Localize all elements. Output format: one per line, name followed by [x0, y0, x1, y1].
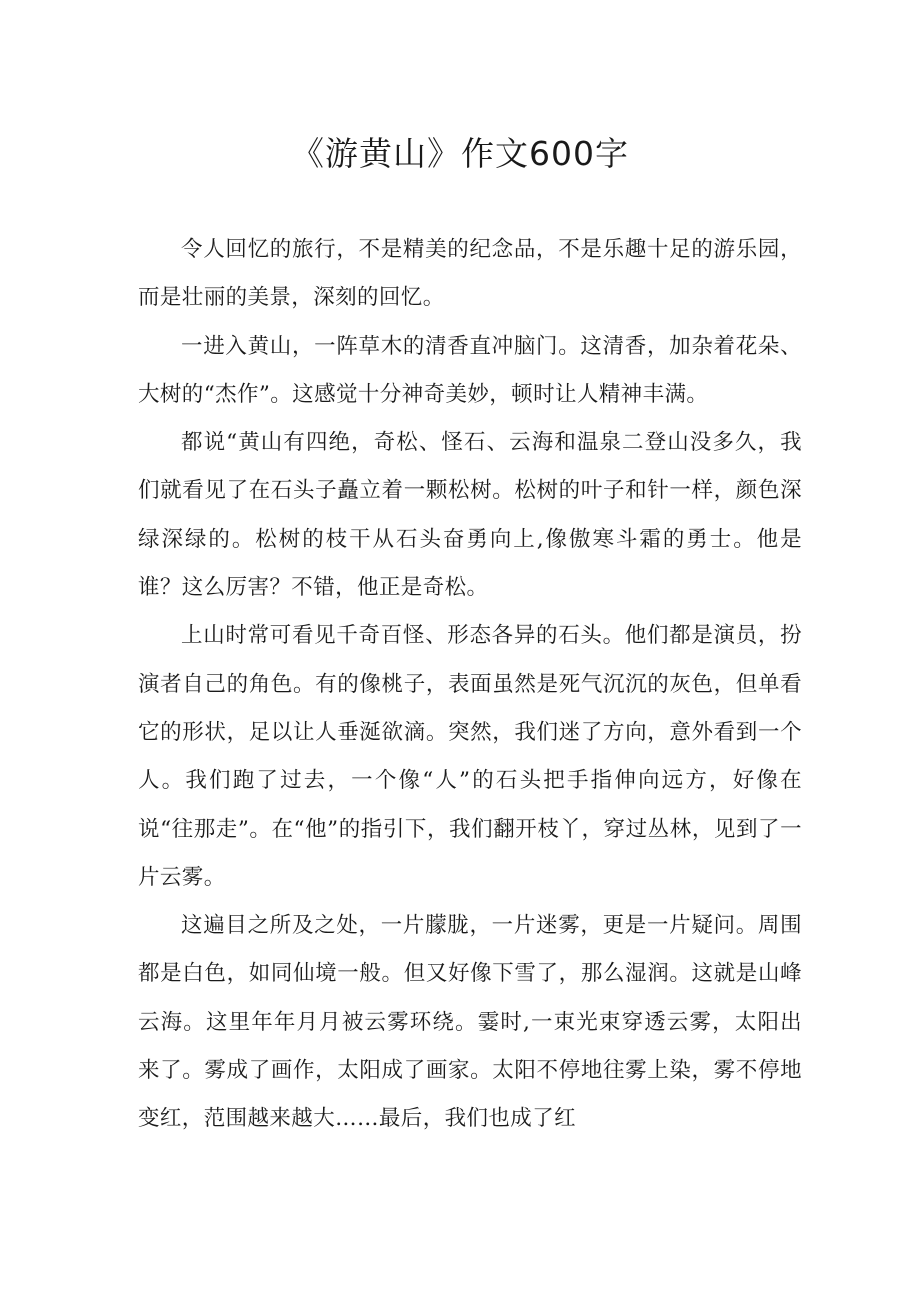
document-title: 《游黄山》作文600字: [291, 134, 629, 173]
paragraph-5: 这遍目之所及之处，一片朦胧，一片迷雾，更是一片疑问。周围都是白色，如同仙境一般。但又好像下雪了，那么湿润。这就是山峰云海。这里年年月月被云雾环绕。霎时,一束光束穿透云雾，太阳出来了。雾成了画作，太阳成了画家。太阳不停地往雾上染，雾不停地变红，范围越来越大……最后，我们也成了红: [138, 913, 802, 1132]
paragraph-2: 一进入黄山，一阵草木的清香直冲脑门。这清香，加杂着花朵、大树的“杰作”。这感觉十分神奇美妙，顿时让人精神丰满。: [138, 333, 802, 407]
paragraph-3: 都说“黄山有四绝，奇松、怪石、云海和温泉二登山没多久，我们就看见了在石头子矗立着一颗松树。松树的叶子和针一样，颜色深绿深绿的。松树的枝干从石头奋勇向上,像傲寒斗霜的勇士。他是谁？这么厉害？不错，他正是奇松。: [138, 430, 802, 601]
essay-body: [138, 226, 802, 1144]
paragraph-4: 上山时常可看见千奇百怪、形态各异的石头。他们都是演员，扮演者自己的角色。有的像桃子，表面虽然是死气沉沉的灰色，但单看它的形状，足以让人垂涎欲滴。突然，我们迷了方向，意外看到一个人。我们跑了过去，一个像“人”的石头把手指伸向远方，好像在说“往那走”。在“他”的指引下，我们翻开枝丫，穿过丛林，见到了一片云雾。: [138, 623, 802, 890]
paragraph-1: 令人回忆的旅行，不是精美的纪念品，不是乐趣十足的游乐园，而是壮丽的美景，深刻的回忆。: [138, 237, 802, 311]
